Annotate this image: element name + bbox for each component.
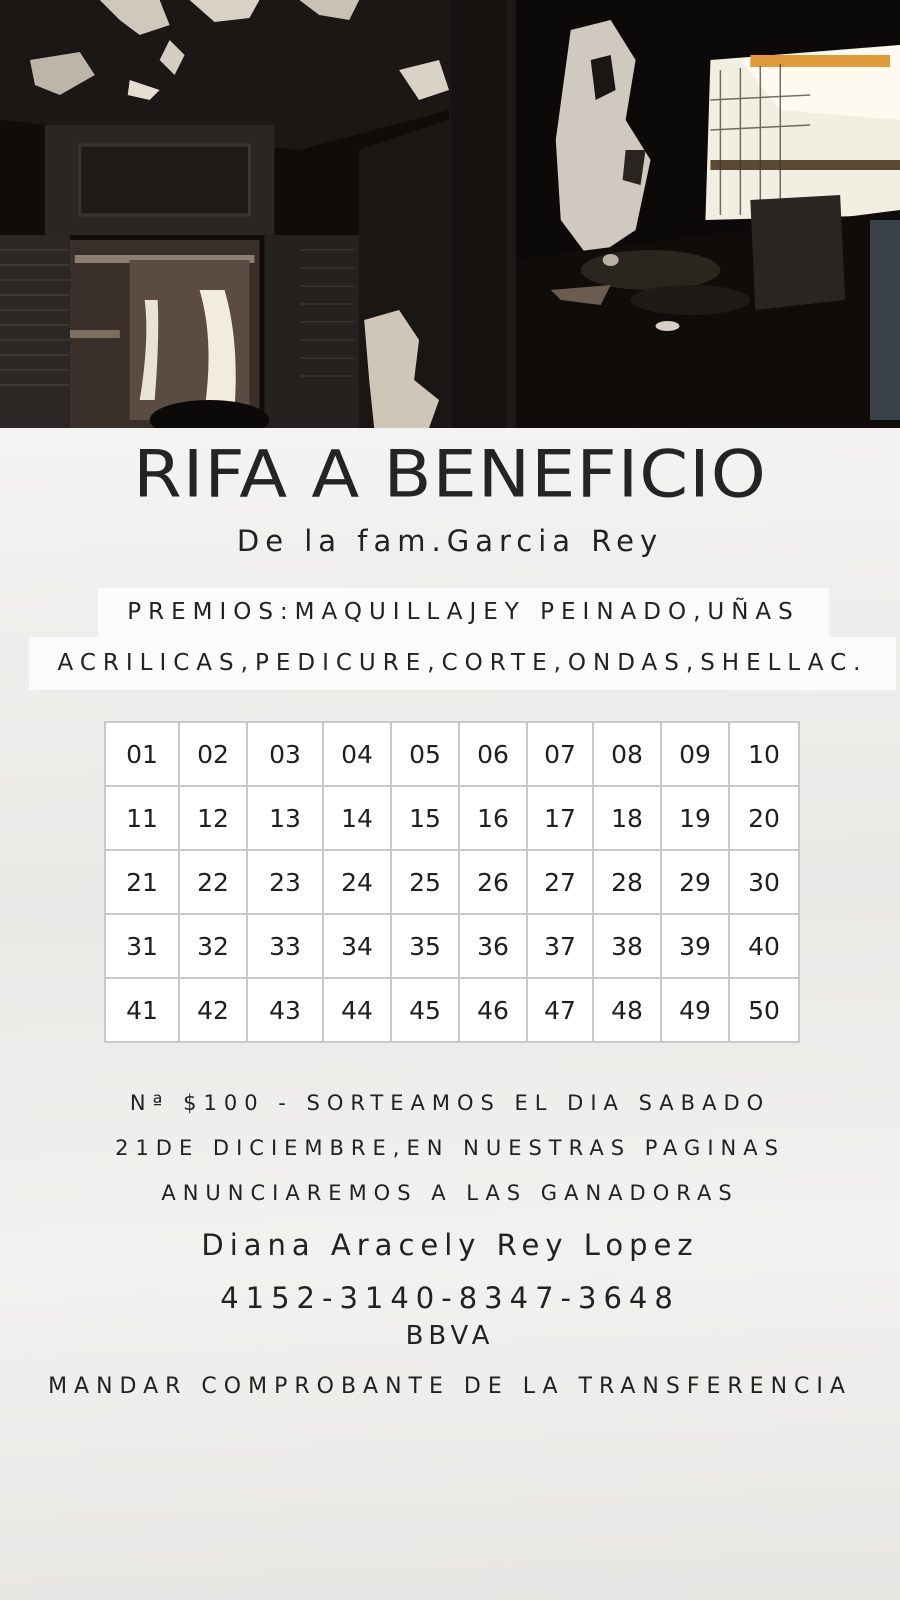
raffle-number-cell[interactable]: 31 [105,914,179,978]
raffle-number-cell[interactable]: 05 [391,722,459,786]
raffle-number-cell[interactable]: 47 [527,978,593,1042]
raffle-number-cell[interactable]: 45 [391,978,459,1042]
account-holder-name: Diana Aracely Rey Lopez [201,1228,699,1262]
raffle-number-cell[interactable]: 26 [459,850,527,914]
grid-row [105,786,799,850]
raffle-number-cell[interactable]: 27 [527,850,593,914]
raffle-number-cell[interactable]: 09 [661,722,729,786]
raffle-number-cell[interactable]: 07 [527,722,593,786]
bank-name: BBVA [405,1321,495,1351]
raffle-title: RIFA A BENEFICIO [133,435,767,513]
raffle-number-cell[interactable]: 37 [527,914,593,978]
raffle-number-cell[interactable]: 40 [729,914,799,978]
burned-closet-photo [0,0,449,428]
raffle-number-cell[interactable]: 13 [247,786,323,850]
burned-bedroom-photo [449,0,900,428]
raffle-number-cell[interactable]: 48 [593,978,661,1042]
raffle-number-cell[interactable]: 34 [323,914,391,978]
raffle-number-cell[interactable]: 18 [593,786,661,850]
raffle-number-cell[interactable]: 21 [105,850,179,914]
raffle-number-cell[interactable]: 43 [247,978,323,1042]
raffle-number-cell[interactable]: 28 [593,850,661,914]
family-subtitle: De la fam.Garcia Rey [236,524,664,558]
raffle-number-cell[interactable]: 11 [105,786,179,850]
photo-banner [0,0,900,428]
raffle-number-cell[interactable]: 04 [323,722,391,786]
raffle-number-cell[interactable]: 36 [459,914,527,978]
grid-row [105,914,799,978]
raffle-number-cell[interactable]: 30 [729,850,799,914]
raffle-number-cell[interactable]: 25 [391,850,459,914]
prizes-line-1: PREMIOS:MAQUILLAJEY PEINADO,UÑAS [98,588,829,637]
raffle-number-cell[interactable]: 50 [729,978,799,1042]
raffle-number-cell[interactable]: 32 [179,914,247,978]
raffle-number-cell[interactable]: 17 [527,786,593,850]
raffle-number-cell[interactable]: 03 [247,722,323,786]
raffle-number-cell[interactable]: 24 [323,850,391,914]
transfer-proof-note: MANDAR COMPROBANTE DE LA TRANSFERENCIA [48,1374,852,1399]
raffle-number-cell[interactable]: 08 [593,722,661,786]
grid-row [105,850,799,914]
raffle-number-cell[interactable]: 23 [247,850,323,914]
winners-announcement-line: ANUNCIAREMOS A LAS GANADORAS [161,1181,739,1205]
raffle-number-cell[interactable]: 22 [179,850,247,914]
raffle-number-cell[interactable]: 20 [729,786,799,850]
raffle-number-grid [104,721,800,1043]
grid-row [105,978,799,1042]
draw-date-line: 21DE DICIEMBRE,EN NUESTRAS PAGINAS [115,1136,785,1160]
raffle-number-cell[interactable]: 41 [105,978,179,1042]
raffle-number-cell[interactable]: 33 [247,914,323,978]
raffle-number-cell[interactable]: 49 [661,978,729,1042]
raffle-number-cell[interactable]: 12 [179,786,247,850]
card-number: 4152-3140-8347-3648 [220,1281,680,1315]
raffle-number-cell[interactable]: 46 [459,978,527,1042]
raffle-number-cell[interactable]: 15 [391,786,459,850]
raffle-number-cell[interactable]: 35 [391,914,459,978]
raffle-number-cell[interactable]: 02 [179,722,247,786]
raffle-number-cell[interactable]: 39 [661,914,729,978]
raffle-number-cell[interactable]: 29 [661,850,729,914]
raffle-number-cell[interactable]: 38 [593,914,661,978]
raffle-number-cell[interactable]: 06 [459,722,527,786]
raffle-number-cell[interactable]: 44 [323,978,391,1042]
raffle-number-cell[interactable]: 01 [105,722,179,786]
grid-row [105,722,799,786]
raffle-number-cell[interactable]: 14 [323,786,391,850]
raffle-number-cell[interactable]: 16 [459,786,527,850]
raffle-number-cell[interactable]: 10 [729,722,799,786]
price-and-draw-line: Nª $100 - SORTEAMOS EL DIA SABADO [129,1091,771,1115]
raffle-number-cell[interactable]: 19 [661,786,729,850]
raffle-number-cell[interactable]: 42 [179,978,247,1042]
prizes-line-2: ACRILICAS,PEDICURE,CORTE,ONDAS,SHELLAC. [29,637,896,690]
